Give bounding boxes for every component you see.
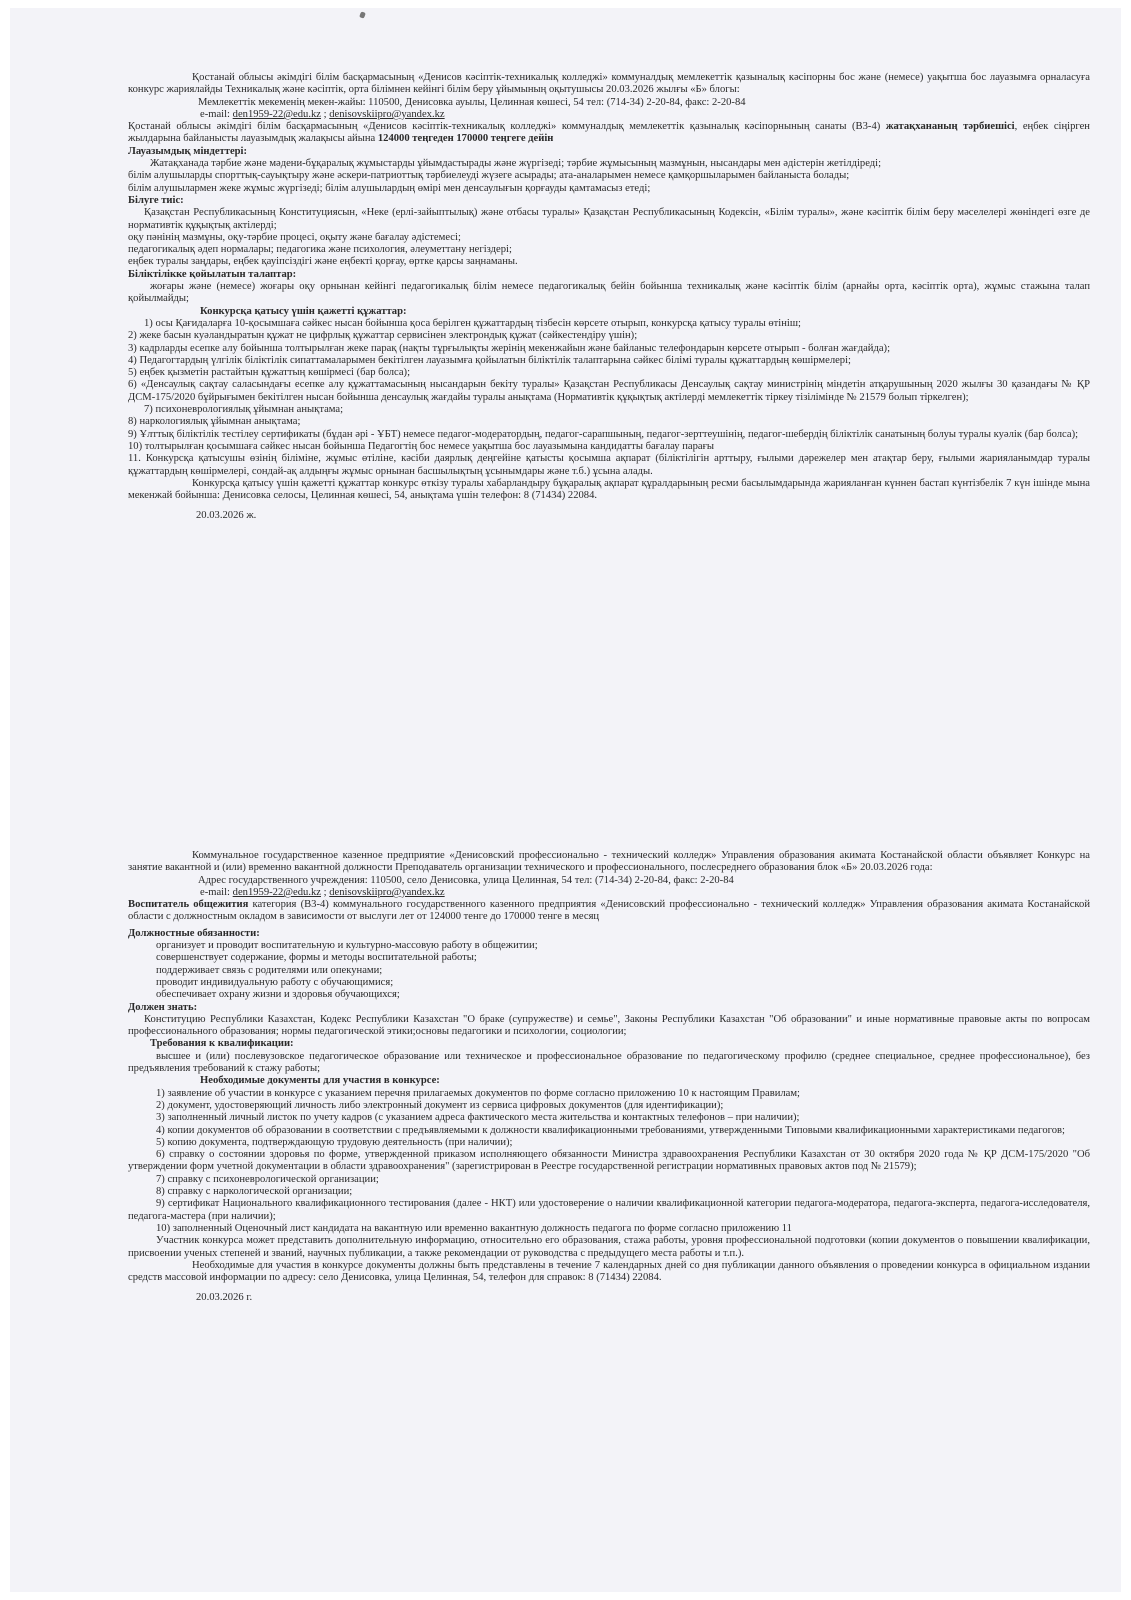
ru-intro: Коммунальное государственное казенное предприятие «Денисовский профессионально - технический колледж» Управления образования акимата Костанайской области объявляет Конкурс на занятие вакантной и (или) временно вакантной должности Преподаватель организации технического и профессионального, послесреднего образования блок «Б» 20.03.2026 года: [128,850,1090,874]
kz-email-link-1[interactable]: den1959-22@edu.kz [232,108,321,120]
ru-know: Конституцию Республики Казахстан, Кодекс Республики Казахстан "О браке (супружестве) и семье", Законы Республики Казахстан "Об образовании" и иные нормативные правовые акты по вопросам профессионального образования; нормы педагогической этики;основы педагогики и психологии, социологии; [128,1013,1090,1038]
kz-duty-item: білім алушыларды спорттық-сауықтыру және әскери-патриоттық тәрбиелеуді жүзеге асырады; ата-аналарымен немесе қамқоршыларымен байланыста болады; [128,170,850,182]
russian-announcement [128,850,1090,1305]
kazakh-announcement [128,72,1090,523]
kz-req-heading: Біліктілікке қойылатын талаптар: [128,268,297,280]
ru-doc-item: 9) сертификат Национального квалификационного тестирования (далее - НКТ) или удостоверение о наличии квалификационной категории педагога-модератора, педагога-эксперта, педагога-исследователя, педагога-мастера (при наличии); [128,1198,1090,1222]
kz-duty-item: білім алушылармен жеке жұмыс жүргізеді; білім алушылардың өмірі мен денсаулығын қорғауды қамтамасыз етеді; [128,182,651,194]
kz-doc-item: 1) осы Қағидаларға 10-қосымшаға сәйкес нысан бойынша қоса берілген құжаттардың тізбесін көрсете отырып, конкурсқа қатысу туралы өтініш; [144,317,801,329]
ru-category-rest: категория (В3-4) коммунального государственного казенного предприятия «Денисовский профессионально - технический колледж» Управления образования акимата Костанайской области с должностным окладом в зависимости от выслуги лет от 124000 тенге до 170000 тенге в месяц [128,899,1090,923]
ru-email-link-1[interactable]: den1959-22@edu.kz [232,886,321,898]
kz-know-item: Қазақстан Республикасының Конституциясын, «Неке (ерлі-зайыптылық) және отбасы туралы» Қазақстан Республикасының Кодексін, «Білім туралы», және кәсіптік білім беру мәселелері жөніндегі өзге де нормативтік құқықтық актілерді; [128,207,1090,231]
kz-category [128,121,1090,146]
ru-duty-item: поддерживает связь с родителями или опекунами; [156,964,383,976]
kz-duty-item: Жатақханада тәрбие және мәдени-бұқаралық жұмыстарды ұйымдастырады және жүргізеді; тәрбие жұмысының мазмұнын, нысандары мен әдістерін жетілдіреді; [150,158,882,170]
kz-doc-item: 11. Конкурсқа қатысушы өзінің біліміне, жұмыс өтіліне, кәсіби даярлық деңгейіне қатысты қосымша ақпарат (біліктілігін арттыру, ғылыми дәрежелер мен атақтар беру, ғылыми жарияланымдар туралы құжаттардың көшірмелері, сондай-ақ алдыңғы жұмыс орнынан басшылықтың ұсынымдары және т.б.) ұсына алады. [128,453,1090,477]
kz-doc-item: 4) Педагогтардың үлгілік біліктілік сипаттамаларымен бекітілген лауазымға қойылатын біліктілік талаптарына сәйкес білімі туралы құжаттардың көшірмелері; [128,354,851,366]
kz-deadline: Конкурсқа қатысу үшін қажетті құжаттар конкурс өткізу туралы хабарландыру бұқаралық ақпарат құралдарының ресми басылымдарында жарияланған күннен бастап күнтізбелік 7 күн ішінде мына мекенжай бойынша: Денисовка селосы, Целинная көшесі, 54, анықтама үшін телефон: 8 (71434) 22084. [128,477,1090,502]
kz-intro: Қостанай облысы әкімдігі білім басқармасының «Денисов кәсіптік-техникалық колледжі» коммуналдық мемлекеттік қазыналық кәсіпорны бос және (немесе) уақытша бос лауазымға орналасуға конкурс жариялайды Техникалық және кәсіптік, орта білімнен кейінгі білім беру ұйымының оқытушысы 20.03.2026 жылғы «Б» блогы: [128,72,1090,96]
ru-doc-item: 5) копию документа, подтверждающую трудовую деятельность (при наличии); [156,1136,513,1148]
ru-doc-item: 2) документ, удостоверяющий личность либо электронный документ из сервиса цифровых документов (для идентификации); [156,1099,724,1111]
ru-deadline: Необходимые для участия в конкурсе документы должны быть представлены в течение 7 календарных дней со дня публикации данного объявления о проведении конкурса в официальном издании средств массовой информации по адресу: село Денисовка, улица Целинная, 54, телефон для справок: 8 (71434) 22084. [128,1259,1090,1284]
ru-req-heading: Требования к квалификации: [150,1038,294,1050]
kz-address: Мемлекеттік мекеменің мекен-жайы: 110500, Денисовка ауылы, Целинная көшесі, 54 тел: (714-34) 2-20-84, факс: 2-20-84 [198,96,746,108]
ru-doc-item: Участник конкурса может представить дополнительную информацию, относительно его образования, стажа работы, уровня профессиональной подготовки (копии документов о повышении квалификации, присвоении ученых степеней и званий, научных публикации, а также рекомендации от руководства с предыдущего места работы и т.п.). [128,1235,1090,1259]
ru-know-heading: Должен знать: [128,1001,198,1013]
kz-doc-item: 7) психоневрологиялық ұйымнан анықтама; [144,404,344,416]
kz-doc-item: 10) толтырылған қосымшаға сәйкес нысан бойынша Педагогтің бос немесе уақытша бос лауазымына кандидатты бағалау парағы [128,440,715,452]
kz-doc-item: 2) жеке басын куәландыратын құжат не цифрлық құжаттар сервисінен электрондық құжат (сәйкестендіру үшін); [128,330,638,342]
ru-email-label: e-mail: [200,886,231,898]
kz-category-mid: , еңбек сіңірген жылдарына байланысты лауазымдық жалақысы айына [128,121,1090,145]
ru-email-line [128,887,1090,899]
ru-position-title: Воспитатель общежития [128,899,249,911]
kz-requirements: жоғары және (немесе) жоғары оқу орнынан кейінгі педагогикалық білім немесе педагогикалық бейін бойынша техникалық және кәсіптік білім (арнайы орта, кәсіптік орта), жұмыс стажына талап қойылмайды; [128,281,1090,305]
kz-doc-item: 6) «Денсаулық сақтау саласындағы есепке алу құжаттамасының нысандарын бекіту туралы» Қазақстан Республикасы Денсаулық сақтау министрінің міндетін атқарушының 2020 жылғы 30 қазандағы № ҚР ДСМ-175/2020 бұйрығымен бекітілген нысан бойынша денсаулық жағдайы туралы анықтама (Нормативтік құқықтық актілерді мемлекеттік тіркеу тізілімінде № 21579 болып тіркелген); [128,379,1090,403]
ru-doc-item: 7) справку с психоневрологической организации; [156,1173,379,1185]
kz-docs-heading: Конкурсқа қатысу үшін қажетті құжаттар: [200,305,407,317]
ru-doc-item: 4) копии документов об образовании в соответствии с предъявляемыми к должности квалификационными требованиями, утвержденными Типовыми квалификационными характеристиками педагогов; [156,1124,1065,1136]
ru-duty-item: совершенствует содержание, формы и методы воспитательной работы; [156,952,477,964]
kz-know-item: оқу пәнінің мазмұны, оқу-тәрбие процесі, оқыту және бағалау әдістемесі; [128,231,461,243]
ru-docs-heading: Необходимые документы для участия в конкурсе: [200,1075,440,1087]
kz-doc-item: 9) Ұлттық біліктілік тестілеу сертификаты (бұдан әрі - ҰБТ) немесе педагог-модератордың, педагог-сарапшының, педагог-зерттеушінің, педагог-шебердің біліктілік санатының болуы туралы куәлік (бар болса); [128,428,1079,440]
ru-doc-item: 6) справку о состоянии здоровья по форме, утвержденной приказом исполняющего обязанности Министра здравоохранения Республики Казахстан от 30 октября 2020 года № ҚР ДСМ-175/2020 "Об утверждении форм учетной документации в области здравоохранения" (зарегистрирован в Реестре государственной регистрации нормативных правовых актов под № 21579); [128,1149,1090,1173]
ru-doc-item: 1) заявление об участии в конкурсе с указанием перечня прилагаемых документов по форме согласно приложению 10 к настоящим Правилам; [156,1087,801,1099]
ru-category [128,899,1090,924]
ru-requirements: высшее и (или) послевузовское педагогическое образование или техническое и профессиональное образование по педагогическому профилю (среднее специальное, среднее профессиональное), без предъявления требований к стажу работы; [128,1050,1090,1075]
kz-position-title: жатақхананың тәрбиешісі [885,121,1015,133]
kz-salary: 124000 теңгеден 170000 теңгеге дейін [377,133,554,145]
kz-date: 20.03.2026 ж. [196,510,257,522]
ru-address: Адрес государственного учреждения: 110500, село Денисовка, улица Целинная, 54 тел: (714-34) 2-20-84, факс: 2-20-84 [198,874,734,886]
kz-email-separator: ; [323,108,327,120]
ru-doc-item: 3) заполненный личный листок по учету кадров (с указанием адреса фактического места жительства и контактных телефонов – при наличии); [156,1112,800,1124]
ru-duty-item: организует и проводит воспитательную и культурно-массовую работу в общежитии; [156,940,538,952]
kz-email-link-2[interactable]: denisovskiipro@yandex.kz [329,108,445,120]
ru-doc-item: 10) заполненный Оценочный лист кандидата на вакантную или временно вакантную должность педагога по форме согласно приложению 11 [156,1222,792,1234]
ru-email-link-2[interactable]: denisovskiipro@yandex.kz [329,886,445,898]
kz-email-line [128,109,1090,121]
kz-know-item: педагогикалық әдеп нормалары; педагогика және психология, әлеуметтану негіздері; [128,244,512,256]
kz-email-label: e-mail: [200,108,231,120]
kz-duties-heading: Лауазымдық міндеттері: [128,145,248,157]
ru-doc-item: 8) справку с наркологической организации; [156,1186,353,1198]
ru-date: 20.03.2026 г. [196,1292,253,1304]
ru-duty-item: обеспечивает охрану жизни и здоровья обучающихся; [156,989,400,1001]
kz-know-heading: Білуге тиіс: [128,194,184,206]
kz-doc-item: 8) наркологиялық ұйымнан анықтама; [128,416,301,428]
kz-doc-item: 3) кадрларды есепке алу бойынша толтырылған жеке парақ (нақты тұрғылықты жерінің мекенжайын және байланыс телефондарын көрсете отырып - болған жағдайда); [128,342,891,354]
ru-duties-heading: Должностные обязанности: [128,927,260,939]
ru-email-separator: ; [323,886,327,898]
ru-duty-item: проводит индивидуальную работу с обучающимися; [156,976,394,988]
kz-category-pre: Қостанай облысы әкімдігі білім басқармасының «Денисов кәсіптік-техникалық колледжі» коммуналдық мемлекеттік қазыналық кәсіпорнының санаты (В3-4) [128,121,881,133]
kz-doc-item: 5) еңбек қызметін растайтын құжаттың көшірмесі (бар болса); [128,367,411,379]
kz-know-item: еңбек туралы заңдары, еңбек қауіпсіздігі және еңбекті қорғау, өртке қарсы заңнаманы. [128,256,518,268]
